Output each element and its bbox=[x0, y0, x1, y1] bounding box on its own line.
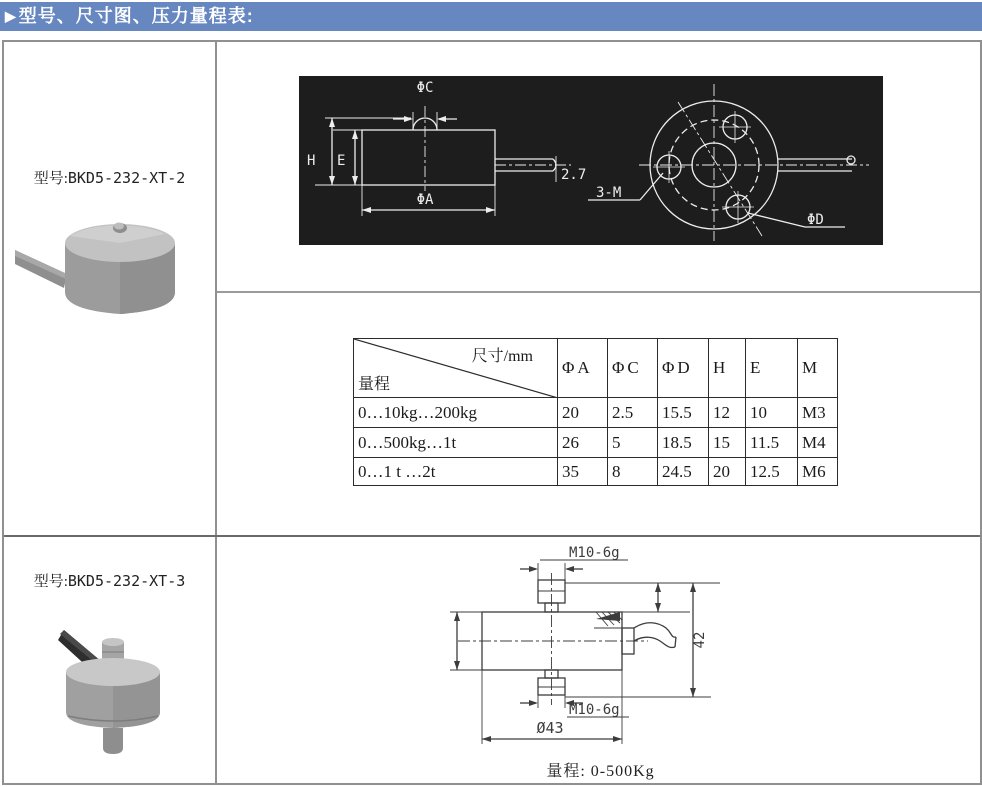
column-divider bbox=[215, 42, 217, 783]
model-code: BKD5-232-XT-3 bbox=[67, 572, 186, 590]
model-code: BKD5-232-XT-2 bbox=[67, 169, 186, 187]
section-header-bar bbox=[0, 2, 982, 31]
corner-header-cell bbox=[354, 339, 558, 398]
col-header-phi-c: ΦC bbox=[608, 339, 658, 398]
cable bbox=[634, 623, 676, 637]
col-header-phi-a: ΦA bbox=[558, 339, 608, 398]
col-header-e: E bbox=[746, 339, 798, 398]
model-prefix: 型号: bbox=[33, 171, 68, 187]
height-dim-label: 42 bbox=[692, 631, 708, 649]
spec-grid bbox=[2, 40, 982, 785]
dim-label-phi-a: ΦA bbox=[416, 192, 434, 208]
thread-label-top: M10-6g bbox=[569, 545, 620, 561]
col-header-m: M bbox=[798, 339, 838, 398]
col-header-h: H bbox=[709, 339, 746, 398]
thread-label-bottom: M10-6g bbox=[569, 702, 620, 718]
range-cell: 0…500kg…1t bbox=[354, 428, 558, 458]
dim-label-phi-c: ΦC bbox=[416, 80, 434, 96]
dimension-drawing-xt3 bbox=[428, 543, 773, 755]
dim-label-e: E bbox=[337, 153, 346, 169]
row-divider bbox=[4, 535, 980, 537]
col-header-phi-d: ΦD bbox=[658, 339, 709, 398]
model-prefix: 型号: bbox=[33, 574, 68, 590]
bottom-stud bbox=[103, 728, 123, 754]
header-arrow-icon: ▶ bbox=[5, 8, 17, 24]
product-photo-xt3 bbox=[58, 630, 168, 760]
dim-label-cable: 2.7 bbox=[561, 167, 587, 183]
diameter-dim-label: Ø43 bbox=[536, 719, 564, 737]
range-cell: 0…1 t …2t bbox=[354, 458, 558, 486]
model-label-xt3 bbox=[4, 570, 215, 591]
corner-label-range: 量程 bbox=[358, 376, 391, 393]
spec-table-wrap bbox=[353, 338, 838, 486]
dim-label-phi-d: ΦD bbox=[807, 212, 824, 228]
model-label-xt2 bbox=[4, 167, 215, 188]
spec-table bbox=[353, 338, 838, 486]
dimension-drawing-xt2 bbox=[299, 76, 883, 245]
table-row: 0…10kg…200kg 20 2.5 15.5 12 10 M3 bbox=[354, 398, 838, 428]
table-row: 0…1 t …2t 35 8 24.5 20 12.5 M6 bbox=[354, 458, 838, 486]
product-photo-xt2 bbox=[15, 222, 183, 322]
section-title: 型号、尺寸图、压力量程表: bbox=[18, 6, 254, 26]
corner-label-size: 尺寸/mm bbox=[471, 348, 533, 365]
range-cell: 0…10kg…200kg bbox=[354, 398, 558, 428]
range-caption: 量程: 0-500Kg bbox=[546, 763, 655, 780]
dim-label-h: H bbox=[307, 153, 316, 169]
drawing-table-divider bbox=[217, 291, 980, 293]
bolt-note-label: 3-M bbox=[596, 185, 622, 201]
table-row: 0…500kg…1t 26 5 18.5 15 11.5 M4 bbox=[354, 428, 838, 458]
